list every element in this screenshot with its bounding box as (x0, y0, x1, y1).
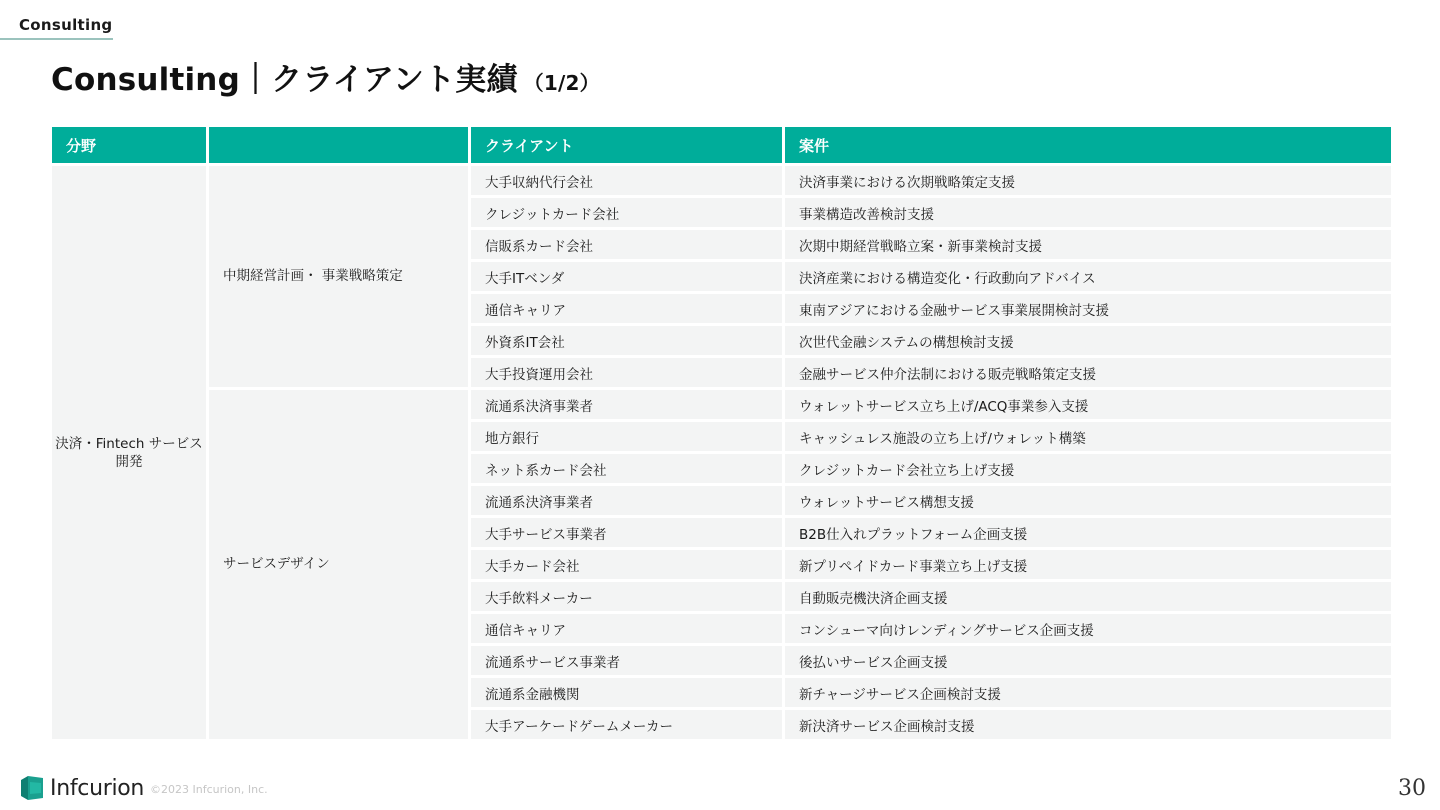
header-category (209, 127, 468, 163)
project-cell: クレジットカード会社立ち上げ支援 (785, 454, 1391, 483)
project-cell: 新チャージサービス企画検討支援 (785, 678, 1391, 707)
client-cell: 大手サービス事業者 (471, 518, 782, 547)
project-cell: ウォレットサービス立ち上げ/ACQ事業参入支援 (785, 390, 1391, 419)
client-cell: 大手カード会社 (471, 550, 782, 579)
client-record-table (49, 124, 1394, 742)
client-cell: ネット系カード会社 (471, 454, 782, 483)
client-cell: 流通系決済事業者 (471, 486, 782, 515)
client-cell: 地方銀行 (471, 422, 782, 451)
client-cell: 流通系金融機関 (471, 678, 782, 707)
table-row (52, 390, 1391, 419)
project-cell: コンシューマ向けレンディングサービス企画支援 (785, 614, 1391, 643)
client-cell: 信販系カード会社 (471, 230, 782, 259)
client-cell: 通信キャリア (471, 294, 782, 323)
project-cell: 決済事業における次期戦略策定支援 (785, 166, 1391, 195)
page-title (51, 54, 600, 99)
client-cell: 通信キャリア (471, 614, 782, 643)
project-cell: 新プリペイドカード事業立ち上げ支援 (785, 550, 1391, 579)
table-row (52, 166, 1391, 195)
header-project: 案件 (785, 127, 1391, 163)
project-cell: 金融サービス仲介法制における販売戦略策定支援 (785, 358, 1391, 387)
section-tag (0, 0, 113, 40)
page-title-page-indicator: （1/2） (523, 71, 600, 95)
header-client: クライアント (471, 127, 782, 163)
table-header-row (52, 127, 1391, 163)
client-cell: 大手アーケードゲームメーカー (471, 710, 782, 739)
category-cell: サービスデザイン (209, 390, 468, 739)
project-cell: 新決済サービス企画検討支援 (785, 710, 1391, 739)
project-cell: 事業構造改善検討支援 (785, 198, 1391, 227)
category-cell: 中期経営計画・ 事業戦略策定 (209, 166, 468, 387)
page-title-main: Consulting｜クライアント実績 (51, 62, 518, 98)
client-cell: 流通系サービス事業者 (471, 646, 782, 675)
infcurion-logo-icon (19, 774, 45, 802)
project-cell: 次世代金融システムの構想検討支援 (785, 326, 1391, 355)
client-cell: 外資系IT会社 (471, 326, 782, 355)
project-cell: キャッシュレス施設の立ち上げ/ウォレット構築 (785, 422, 1391, 451)
client-cell: 大手ITベンダ (471, 262, 782, 291)
project-cell: B2B仕入れプラットフォーム企画支援 (785, 518, 1391, 547)
project-cell: 後払いサービス企画支援 (785, 646, 1391, 675)
company-logo (19, 773, 144, 803)
project-cell: ウォレットサービス構想支援 (785, 486, 1391, 515)
client-cell: 大手飲料メーカー (471, 582, 782, 611)
header-field: 分野 (52, 127, 206, 163)
project-cell: 東南アジアにおける金融サービス事業展開検討支援 (785, 294, 1391, 323)
client-cell: 大手収納代行会社 (471, 166, 782, 195)
page-number: 30 (1398, 776, 1426, 801)
client-cell: 流通系決済事業者 (471, 390, 782, 419)
logo-wordmark: Infcurion (50, 775, 145, 801)
client-cell: クレジットカード会社 (471, 198, 782, 227)
project-cell: 自動販売機決済企画支援 (785, 582, 1391, 611)
field-cell: 決済・Fintech サービス開発 (52, 166, 206, 739)
project-cell: 決済産業における構造変化・行政動向アドバイス (785, 262, 1391, 291)
project-cell: 次期中期経営戦略立案・新事業検討支援 (785, 230, 1391, 259)
section-tag-label: Consulting (19, 16, 113, 34)
copyright-text: ©2023 Infcurion, Inc. (150, 783, 268, 796)
client-cell: 大手投資運用会社 (471, 358, 782, 387)
